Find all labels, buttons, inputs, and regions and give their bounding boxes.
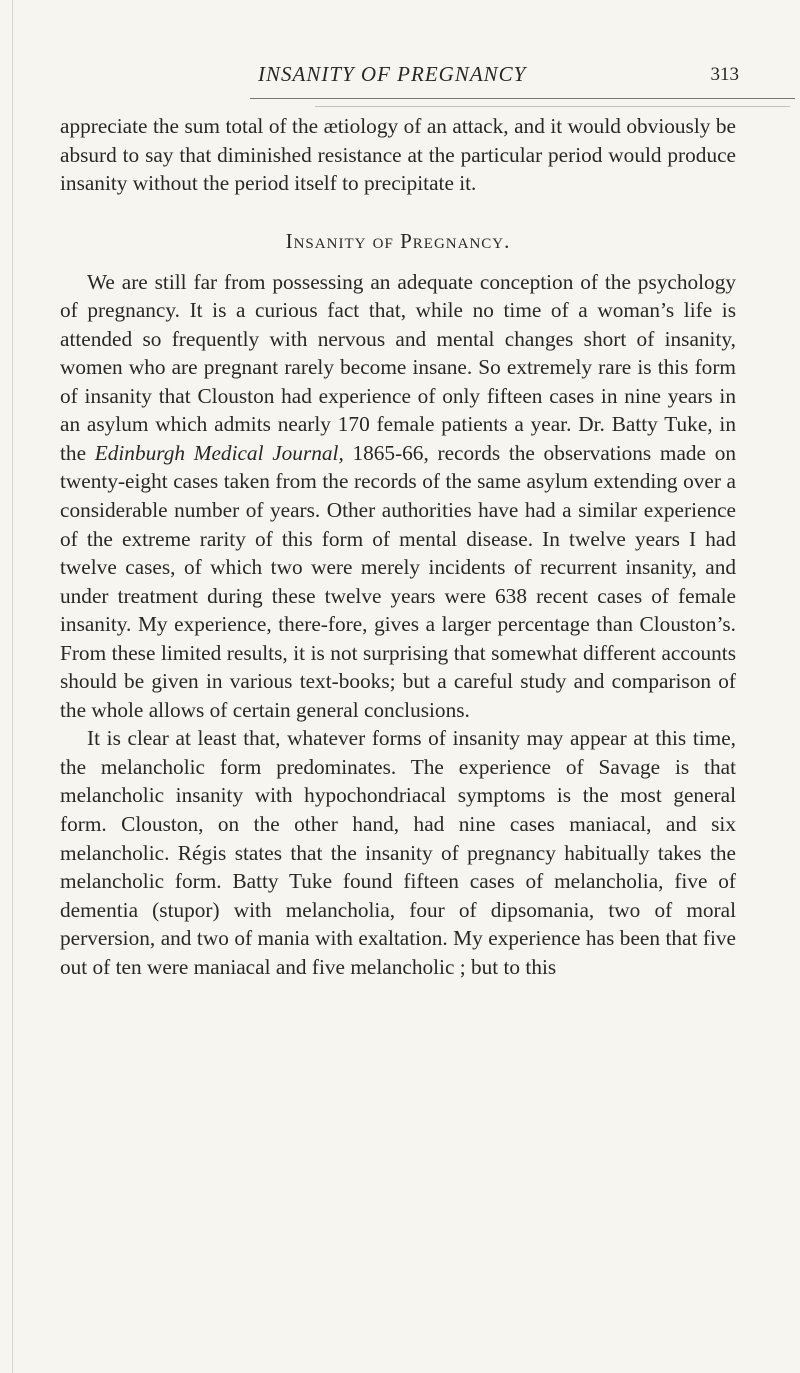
running-head: INSANITY OF PREGNANCY xyxy=(258,62,527,86)
page-header xyxy=(60,62,745,96)
opening-paragraph: appreciate the sum total of the ætiology of an attack, and it would obviously be absurd to say that diminished resistance at the particular period would produce insanity without the period itself to precipitate it. xyxy=(60,114,736,196)
section-heading: Insanity of Pregnancy. xyxy=(285,228,511,253)
page-number: 313 xyxy=(710,64,739,85)
header-faint-rule xyxy=(315,106,790,107)
journal-title: Edinburgh Medical Journal, xyxy=(94,440,344,465)
paragraph-text-part-2: 1865-66, records the observations made on twenty-eight cases taken from the records of the same asylum extending over a considerable number of years. Other authorities have had a similar experience of the extreme rarity of this form of mental disease. In twelve years I had twelve cases, of which two were merely incidents of recurrent insanity, and under treatment during these twelve years were 638 recent cases of female insanity. My experience, there-fore, gives a larger percentage than Clouston’s. From these limited results, it is not surprising that somewhat different accounts should be given in various text-books; but a careful study and comparison of the whole allows of certain general conclusions. xyxy=(60,440,736,722)
paragraph-text-part-1: We are still far from possessing an adequate conception of the psychology of pregnancy. It is a curious fact that, while no time of a woman’s life is attended so frequently with nervous and mental changes short of insanity, women who are pregnant rarely become insane. So extremely rare is this form of insanity that Clouston had experience of only fifteen cases in nine years in an asylum which admits nearly 170 female patients a year. Dr. Batty Tuke, in the xyxy=(60,269,736,465)
paragraph-insanity-rarity xyxy=(60,268,736,725)
header-rule xyxy=(250,98,795,99)
paragraph-melancholic-form: It is clear at least that, whatever forms of insanity may appear at this time, the melancholic form predominates. The experience of Savage is that melancholic insanity with hypochondriacal symptoms is the most general form. Clouston, on the other hand, had nine cases maniacal, and six melancholic. Régis states that the insanity of pregnancy habitually takes the melancholic form. Batty Tuke found fifteen cases of melancholia, five of dementia (stupor) with melancholia, four of dipsomania, two of moral perversion, and two of mania with exaltation. My experience has been that five out of ten were maniacal and five melancholic ; but to this xyxy=(60,726,736,979)
page-edge-line xyxy=(12,0,13,1373)
page-body xyxy=(60,112,736,981)
